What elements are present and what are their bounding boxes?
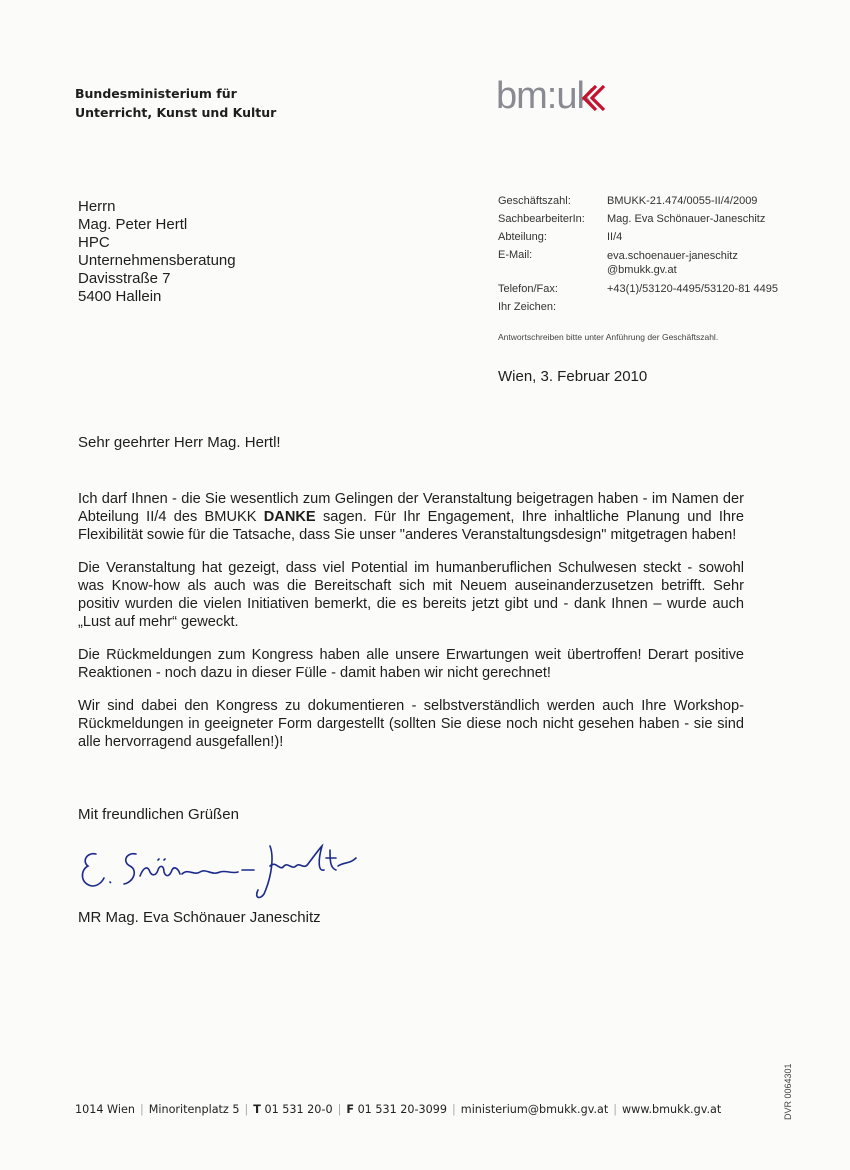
reply-note: Antwortschreiben bitte unter Anführung der Geschäftszahl. [498, 332, 719, 342]
recipient-city: 5400 Hallein [78, 288, 162, 305]
handwritten-signature [74, 836, 384, 906]
meta-value [607, 301, 787, 319]
letter-body [78, 490, 744, 766]
paragraph-1-before: Ich darf Ihnen - die Sie wesentlich zum Gelingen der Veranstaltung beigetragen haben - im Namen der Abteilung II/4 des BMUKK [78, 491, 744, 525]
meta-label: Ihr Zeichen: [498, 301, 557, 313]
svg-text:bm:uk: bm:uk [496, 75, 595, 117]
footer-email: ministerium@bmukk.gv.at [460, 1103, 609, 1116]
meta-row-department [498, 231, 787, 249]
closing: Mit freundlichen Grüßen [78, 806, 239, 823]
meta-row-your-reference [498, 301, 787, 319]
footer-phone: 01 531 20-0 [264, 1103, 333, 1116]
reference-block [498, 195, 787, 319]
danke-emphasis: DANKE [263, 509, 316, 525]
meta-row-file-number [498, 195, 787, 213]
meta-label: Abteilung: [498, 231, 547, 243]
meta-label: SachbearbeiterIn: [498, 213, 585, 225]
footer-separator: | [613, 1103, 618, 1116]
footer-separator: | [244, 1103, 249, 1116]
meta-value-email: eva.schoenauer-janeschitz@bmukk.gv.at [607, 250, 738, 276]
recipient-address [78, 198, 236, 306]
footer-fax-label: F [346, 1103, 354, 1116]
ministry-name [75, 84, 276, 122]
meta-value: Mag. Eva Schönauer-Janeschitz [607, 213, 766, 225]
footer-contact [75, 1103, 721, 1116]
recipient-company: HPC [78, 234, 110, 251]
meta-value: +43(1)/53120-4495/53120-81 4495 [607, 283, 778, 295]
footer-city: 1014 Wien [75, 1103, 135, 1116]
footer-separator: | [452, 1103, 456, 1116]
meta-label: Telefon/Fax: [498, 283, 558, 295]
paragraph-1-after: sagen. Für Ihr Engagement, Ihre inhaltliche Planung und Ihre Flexibilität sowie für die Tatsache, dass Sie unser "anderes Veranstaltungsdesign" mitgetragen haben! [78, 509, 744, 543]
meta-row-phone [498, 283, 787, 301]
bmuk-logo [496, 72, 616, 118]
recipient-street: Davisstraße 7 [78, 270, 171, 287]
footer-web: www.bmukk.gv.at [622, 1103, 722, 1116]
paragraph-3: Die Rückmeldungen zum Kongress haben alle unsere Erwartungen weit übertroffen! Derart positive Reaktionen - noch dazu in dieser Fülle - damit haben wir nicht gerechnet! [78, 647, 744, 681]
recipient-salutation: Herrn [78, 198, 116, 215]
recipient-name: Mag. Peter Hertl [78, 216, 188, 233]
meta-value: BMUKK-21.474/0055-II/4/2009 [607, 195, 758, 207]
footer-separator: | [337, 1103, 342, 1116]
ministry-name-line1: Bundesministerium für [75, 86, 237, 101]
paragraph-4: Wir sind dabei den Kongress zu dokumentieren - selbstverständlich werden auch Ihre Workshop-Rückmeldungen in geeigneter Form dargestellt (sollten Sie diese noch nicht gesehen haben - sie sind alle hervorragend ausgefallen!)! [78, 698, 744, 750]
meta-value: II/4 [607, 231, 623, 243]
letter-date: Wien, 3. Februar 2010 [498, 368, 648, 385]
signer-name: MR Mag. Eva Schönauer Janeschitz [78, 909, 321, 926]
footer-separator: | [139, 1103, 144, 1116]
footer-street: Minoritenplatz 5 [148, 1103, 240, 1116]
paragraph-2: Die Veranstaltung hat gezeigt, dass viel Potential im humanberuflichen Schulwesen steckt - sowohl was Know-how als auch was die Bereitschaft sich mit Neuem auseinanderzusetzen betrifft. Sehr positiv wurden die vielen Initiativen bemerkt, die es bereits jetzt gibt und - dank Ihnen – wurde auch „Lust auf mehr“ geweckt. [78, 560, 744, 630]
ministry-name-line2: Unterricht, Kunst und Kultur [75, 105, 277, 120]
footer-phone-label: T [253, 1103, 261, 1116]
footer-fax: 01 531 20-3099 [357, 1103, 448, 1116]
meta-row-clerk [498, 213, 787, 231]
dvr-number: DVR 0064301 [783, 1063, 793, 1120]
greeting: Sehr geehrter Herr Mag. Hertl! [78, 434, 281, 451]
meta-row-email [498, 249, 787, 283]
paragraph-1 [78, 490, 744, 544]
meta-label: Geschäftszahl: [498, 195, 571, 207]
recipient-company-type: Unternehmensberatung [78, 252, 236, 269]
meta-label: E-Mail: [498, 249, 533, 261]
